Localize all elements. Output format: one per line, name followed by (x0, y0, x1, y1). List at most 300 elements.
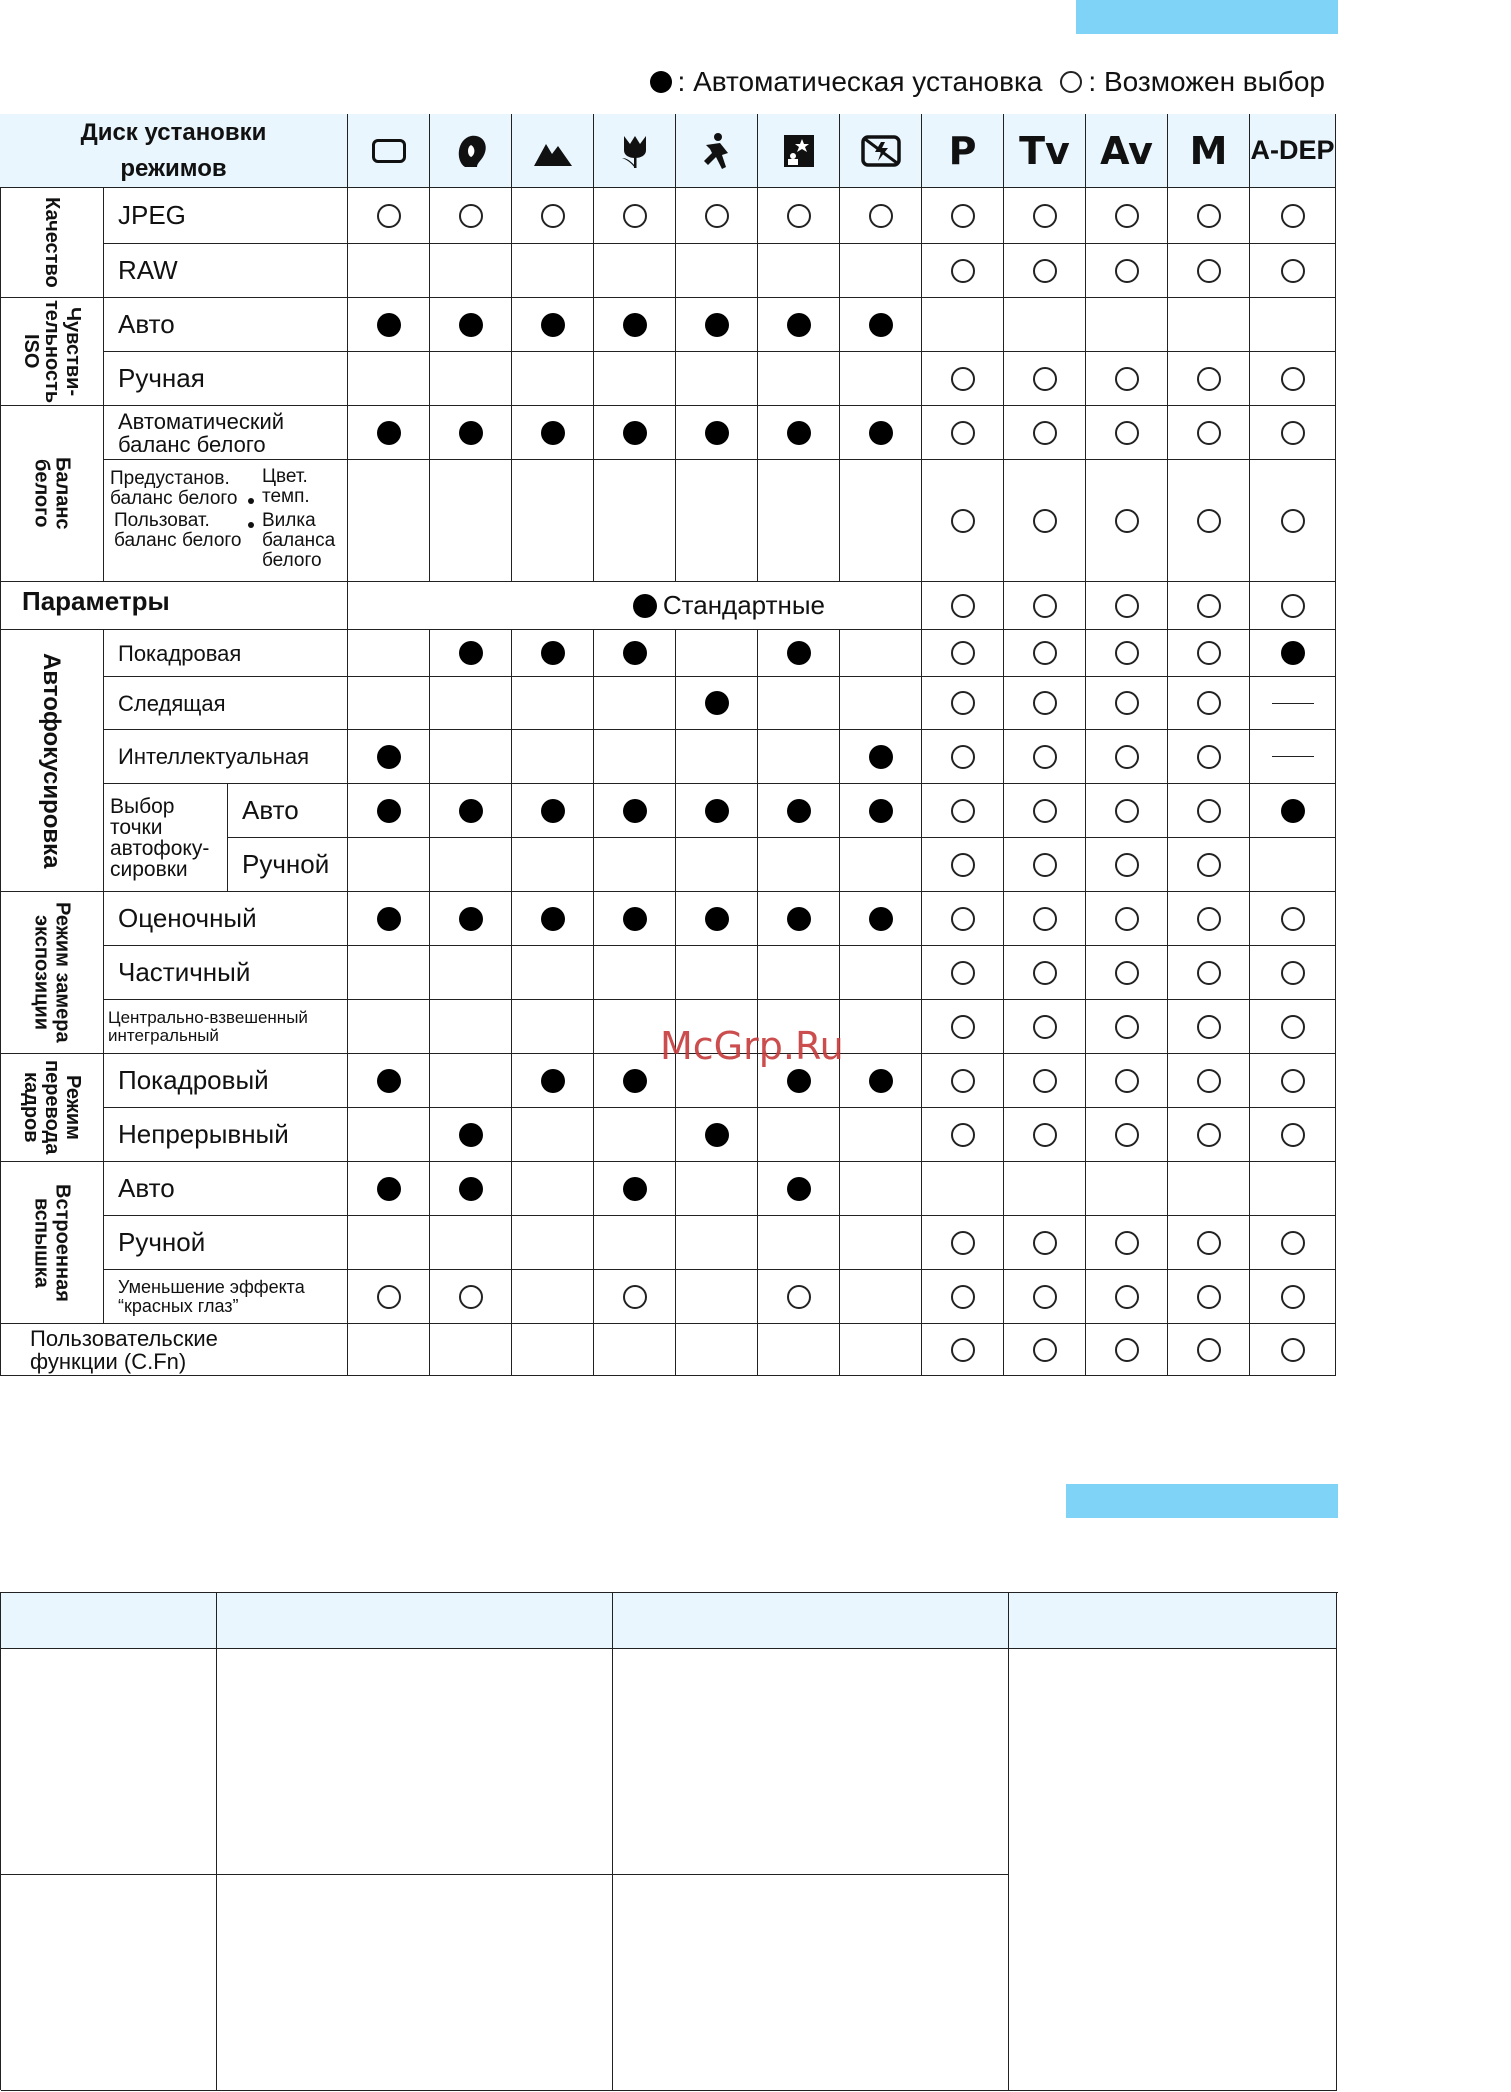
cell-drive_continuous-10 (1086, 1108, 1168, 1162)
cell-awb-4 (594, 406, 676, 460)
cell-jpeg-6 (758, 188, 840, 244)
row-cfn (0, 1324, 348, 1376)
cell-flash_auto-9 (1004, 1162, 1086, 1216)
cell-jpeg-5 (676, 188, 758, 244)
filled-dot-icon (705, 691, 729, 715)
cell-af_servo-1 (348, 677, 430, 730)
cell-drive_continuous-4 (594, 1108, 676, 1162)
cell-flash_manual-8 (922, 1216, 1004, 1270)
cell-flash_manual-9 (1004, 1216, 1086, 1270)
cell-wb_other-12 (1250, 460, 1336, 582)
cell-flash_auto-11 (1168, 1162, 1250, 1216)
row-drive-single (104, 1054, 348, 1108)
cell-af_point_auto-12 (1250, 784, 1336, 838)
hollow-dot-icon (951, 1231, 975, 1255)
cell-af_servo-2 (430, 677, 512, 730)
watermark: McGrp.Ru (660, 1024, 844, 1068)
filled-dot-icon (705, 313, 729, 337)
cell-drive_continuous-1 (348, 1108, 430, 1162)
cell-met_evaluative-3 (512, 892, 594, 946)
bullet-dot-icon (248, 522, 254, 528)
cell-af_point_manual-8 (922, 838, 1004, 892)
cell-drive_single-1 (348, 1054, 430, 1108)
cell-met_evaluative-4 (594, 892, 676, 946)
flash-off-icon (861, 134, 901, 168)
row-drive-continuous-text-1: Непрерывный (118, 1119, 289, 1149)
cell-met_partial-5 (676, 946, 758, 1000)
hollow-dot-icon (787, 1285, 811, 1309)
cell-af_ai-7 (840, 730, 922, 784)
row-af-servo (104, 677, 348, 730)
full-auto-icon (372, 139, 406, 163)
cell-drive_continuous-3 (512, 1108, 594, 1162)
cell-flash_manual-2 (430, 1216, 512, 1270)
hollow-dot-icon (1281, 1231, 1305, 1255)
cell-jpeg-2 (430, 188, 512, 244)
hollow-dot-icon (1281, 1123, 1305, 1147)
cell-af_one_shot-11 (1168, 630, 1250, 677)
cell-flash_manual-6 (758, 1216, 840, 1270)
hollow-dot-icon (951, 1285, 975, 1309)
cell-met_evaluative-12 (1250, 892, 1336, 946)
cell-af_servo-9 (1004, 677, 1086, 730)
row-af-point-auto-text-1: Авто (242, 795, 299, 825)
cell-met_partial-3 (512, 946, 594, 1000)
hollow-dot-icon (1115, 1015, 1139, 1039)
hollow-dot-icon (1197, 1015, 1221, 1039)
hollow-dot-icon (951, 594, 975, 618)
filled-dot-icon (377, 799, 401, 823)
cell-af_servo-10 (1086, 677, 1168, 730)
group-drive-label: Режим перевода кадров (20, 1060, 84, 1155)
filled-dot-icon (459, 799, 483, 823)
cell-flash_auto-2 (430, 1162, 512, 1216)
empty-cell-r3-c1 (1, 1875, 217, 2091)
portrait-icon (451, 131, 491, 171)
row-af-servo-text-1: Следящая (118, 690, 226, 716)
hollow-dot-icon (1197, 907, 1221, 931)
cell-af_ai-11 (1168, 730, 1250, 784)
cell-cfn-3 (512, 1324, 594, 1376)
cell-af_point_manual-7 (840, 838, 922, 892)
hollow-dot-icon (1033, 1285, 1057, 1309)
cell-cfn-6 (758, 1324, 840, 1376)
hollow-dot-icon (1281, 1285, 1305, 1309)
cell-af_one_shot-5 (676, 630, 758, 677)
cell-wb_other-10 (1086, 460, 1168, 582)
hollow-dot-icon (1115, 1123, 1139, 1147)
cell-af_servo-11 (1168, 677, 1250, 730)
row-af-point-manual (228, 838, 348, 892)
hollow-dot-icon (1281, 1015, 1305, 1039)
hollow-dot-icon (1281, 204, 1305, 228)
group-autofocus (0, 630, 104, 892)
row-iso-manual (104, 352, 348, 406)
cell-met_center-11 (1168, 1000, 1250, 1054)
hollow-dot-icon (1033, 961, 1057, 985)
cell-af_ai-5 (676, 730, 758, 784)
mode-header-1 (348, 114, 430, 188)
hollow-dot-icon (951, 1338, 975, 1362)
wb-temp-1: Цвет. (262, 466, 308, 487)
hollow-dot-icon (1033, 641, 1057, 665)
cell-iso_auto-12 (1250, 298, 1336, 352)
cell-af_point_auto-11 (1168, 784, 1250, 838)
cell-drive_single-8 (922, 1054, 1004, 1108)
cell-af_point_auto-5 (676, 784, 758, 838)
cell-af_ai-1 (348, 730, 430, 784)
hollow-dot-icon (1281, 421, 1305, 445)
cell-met_evaluative-8 (922, 892, 1004, 946)
empty-cell-r2-c4 (1009, 1649, 1337, 2091)
empty-cell-r1-c4 (1009, 1593, 1337, 1649)
mode-header-3 (512, 114, 594, 188)
hollow-dot-icon (1197, 594, 1221, 618)
sports-icon (698, 131, 736, 171)
cell-wb_other-2 (430, 460, 512, 582)
cell-met_center-2 (430, 1000, 512, 1054)
wb-bracket-1: Вилка (262, 510, 316, 531)
hollow-dot-icon (1281, 1069, 1305, 1093)
header-title: Диск установки режимов (80, 118, 267, 182)
filled-dot-icon (787, 1069, 811, 1093)
cell-af_servo-6 (758, 677, 840, 730)
hollow-dot-icon (1197, 259, 1221, 283)
cell-iso_auto-9 (1004, 298, 1086, 352)
filled-dot-icon (377, 421, 401, 445)
hollow-dot-icon (869, 204, 893, 228)
cell-af_point_manual-11 (1168, 838, 1250, 892)
empty-cell-r1-c3 (613, 1593, 1009, 1649)
hollow-dot-icon (1033, 204, 1057, 228)
cell-flash_redeye-6 (758, 1270, 840, 1324)
hollow-dot-icon (1115, 1338, 1139, 1362)
cell-iso_auto-6 (758, 298, 840, 352)
hollow-dot-icon (1197, 745, 1221, 769)
wb-preset-2: баланс белого (110, 488, 238, 509)
filled-dot-icon (459, 1177, 483, 1201)
cell-awb-10 (1086, 406, 1168, 460)
row-iso-manual-text-1: Ручная (118, 363, 205, 393)
empty-cell-r3-c3 (613, 1875, 1009, 2091)
mode-label-p: P (948, 128, 977, 173)
row-af-ai-text-1: Интеллектуальная (118, 744, 309, 769)
cell-met_partial-12 (1250, 946, 1336, 1000)
cell-jpeg-10 (1086, 188, 1168, 244)
filled-dot-icon (1281, 799, 1305, 823)
filled-dot-icon (623, 907, 647, 931)
cell-iso_auto-2 (430, 298, 512, 352)
cell-af_one_shot-2 (430, 630, 512, 677)
hollow-dot-icon (1115, 204, 1139, 228)
cell-af_ai-8 (922, 730, 1004, 784)
cell-iso_manual-2 (430, 352, 512, 406)
cell-flash_auto-8 (922, 1162, 1004, 1216)
wb-bracket-2: баланса (262, 530, 336, 551)
hollow-dot-icon (951, 1015, 975, 1039)
cell-awb-2 (430, 406, 512, 460)
hollow-dot-icon (459, 204, 483, 228)
cell-met_evaluative-6 (758, 892, 840, 946)
cell-drive_continuous-11 (1168, 1108, 1250, 1162)
cell-jpeg-7 (840, 188, 922, 244)
cell-met_partial-4 (594, 946, 676, 1000)
cell-drive_single-12 (1250, 1054, 1336, 1108)
row-cfn-text-2: функции (C.Fn) (30, 1348, 187, 1374)
hollow-dot-icon (459, 1285, 483, 1309)
hollow-dot-icon (1033, 691, 1057, 715)
row-flash-redeye-text-2: “красных глаз” (118, 1295, 239, 1316)
cell-cfn-2 (430, 1324, 512, 1376)
hollow-dot-icon (1281, 907, 1305, 931)
cell-af_point_auto-1 (348, 784, 430, 838)
cell-awb-11 (1168, 406, 1250, 460)
hollow-dot-icon (1197, 509, 1221, 533)
cell-met_partial-11 (1168, 946, 1250, 1000)
hollow-dot-icon (951, 509, 975, 533)
cell-flash_redeye-4 (594, 1270, 676, 1324)
cell-af_point_manual-2 (430, 838, 512, 892)
hollow-dot-icon (1197, 961, 1221, 985)
cell-af_ai-12 (1250, 730, 1336, 784)
hollow-dot-icon (951, 259, 975, 283)
cell-af_point_auto-9 (1004, 784, 1086, 838)
empty-cell-r2-c3 (613, 1649, 1009, 1875)
cell-raw-2 (430, 244, 512, 298)
cell-met_center-10 (1086, 1000, 1168, 1054)
cell-jpeg-12 (1250, 188, 1336, 244)
cell-params-10 (1086, 582, 1168, 630)
cell-af_one_shot-4 (594, 630, 676, 677)
hollow-dot-icon (1115, 907, 1139, 931)
filled-dot-icon (541, 313, 565, 337)
mode-header-11 (1168, 114, 1250, 188)
cell-af_one_shot-3 (512, 630, 594, 677)
cell-af_ai-3 (512, 730, 594, 784)
row-met-center-text-1: Центрально-взвешенный (108, 1007, 308, 1027)
filled-dot-icon (705, 799, 729, 823)
filled-dot-icon (459, 907, 483, 931)
cell-jpeg-8 (922, 188, 1004, 244)
group-flash-label: Встроенная вспышка (30, 1183, 74, 1302)
group-metering-label: Режим замера экспозиции (30, 902, 74, 1043)
cell-iso_manual-3 (512, 352, 594, 406)
row-met-evaluative (104, 892, 348, 946)
row-flash-manual-text-1: Ручной (118, 1227, 206, 1257)
cell-met_partial-1 (348, 946, 430, 1000)
filled-dot-icon (459, 421, 483, 445)
filled-dot-icon (705, 907, 729, 931)
hollow-dot-icon (1115, 367, 1139, 391)
wb-preset-1: Предустанов. (110, 468, 230, 489)
cell-iso_manual-11 (1168, 352, 1250, 406)
cell-af_one_shot-6 (758, 630, 840, 677)
cell-raw-11 (1168, 244, 1250, 298)
empty-cell-r2-c2 (217, 1649, 613, 1875)
hollow-dot-icon (1281, 1338, 1305, 1362)
cell-flash_auto-4 (594, 1162, 676, 1216)
cell-af_point_auto-10 (1086, 784, 1168, 838)
cell-af_one_shot-12 (1250, 630, 1336, 677)
row-awb-text-2: баланс белого (118, 431, 266, 457)
close-up-icon (618, 132, 652, 170)
hollow-dot-icon (1033, 907, 1057, 931)
cell-flash_redeye-2 (430, 1270, 512, 1324)
cell-cfn-1 (348, 1324, 430, 1376)
cell-wb_other-4 (594, 460, 676, 582)
cell-af_ai-9 (1004, 730, 1086, 784)
params-standard-cell (348, 582, 922, 630)
cell-jpeg-1 (348, 188, 430, 244)
cell-awb-8 (922, 406, 1004, 460)
hollow-dot-icon (1115, 961, 1139, 985)
filled-dot-icon (623, 421, 647, 445)
cell-flash_manual-5 (676, 1216, 758, 1270)
hollow-dot-icon (951, 745, 975, 769)
row-flash-redeye (104, 1270, 348, 1324)
params-standard-text: Стандартные (662, 590, 825, 620)
hollow-dot-icon (377, 1285, 401, 1309)
cell-met_partial-9 (1004, 946, 1086, 1000)
cell-awb-12 (1250, 406, 1336, 460)
landscape-icon (532, 134, 574, 168)
filled-dot-icon (705, 421, 729, 445)
cell-iso_auto-11 (1168, 298, 1250, 352)
cell-met_center-1 (348, 1000, 430, 1054)
row-params (0, 582, 348, 630)
hollow-dot-icon (951, 853, 975, 877)
cell-drive_single-11 (1168, 1054, 1250, 1108)
hollow-dot-icon (951, 691, 975, 715)
hollow-dot-icon (951, 907, 975, 931)
cell-params-8 (922, 582, 1004, 630)
section-tab-bar (1066, 1484, 1338, 1518)
hollow-dot-icon (1033, 259, 1057, 283)
filled-dot-icon (459, 313, 483, 337)
cell-drive_continuous-5 (676, 1108, 758, 1162)
filled-dot-icon (623, 641, 647, 665)
row-awb-text-1: Автоматический (118, 408, 285, 434)
hollow-dot-icon (541, 204, 565, 228)
cell-iso_auto-8 (922, 298, 1004, 352)
cell-met_evaluative-5 (676, 892, 758, 946)
cell-af_one_shot-1 (348, 630, 430, 677)
cell-iso_manual-1 (348, 352, 430, 406)
filled-dot-icon (541, 907, 565, 931)
cell-cfn-11 (1168, 1324, 1250, 1376)
cell-af_point_manual-3 (512, 838, 594, 892)
cell-raw-5 (676, 244, 758, 298)
cell-af_ai-10 (1086, 730, 1168, 784)
filled-dot-icon (869, 907, 893, 931)
hollow-dot-icon (705, 204, 729, 228)
cell-cfn-10 (1086, 1324, 1168, 1376)
cell-met_evaluative-10 (1086, 892, 1168, 946)
cell-af_point_auto-3 (512, 784, 594, 838)
legend-sep-1: : (677, 66, 686, 97)
cell-af_point_manual-10 (1086, 838, 1168, 892)
dash-icon (1272, 703, 1314, 704)
row-af-point-manual-text-1: Ручной (242, 849, 330, 879)
filled-dot-icon (541, 421, 565, 445)
cell-met_evaluative-2 (430, 892, 512, 946)
cell-cfn-9 (1004, 1324, 1086, 1376)
hollow-dot-icon (623, 1285, 647, 1309)
cell-drive_single-3 (512, 1054, 594, 1108)
cell-met_partial-6 (758, 946, 840, 1000)
cell-jpeg-3 (512, 188, 594, 244)
legend-sep-2: : (1088, 66, 1097, 97)
cell-drive_continuous-9 (1004, 1108, 1086, 1162)
af-point-text-4: сировки (110, 857, 188, 881)
af-point-text-3: автофоку- (110, 836, 210, 860)
filled-dot-icon (377, 313, 401, 337)
hollow-dot-icon (1197, 204, 1221, 228)
cell-awb-5 (676, 406, 758, 460)
hollow-dot-icon (1115, 641, 1139, 665)
cell-wb_other-5 (676, 460, 758, 582)
cell-flash_auto-6 (758, 1162, 840, 1216)
filled-dot-icon (377, 907, 401, 931)
cell-wb_other-1 (348, 460, 430, 582)
cell-iso_auto-3 (512, 298, 594, 352)
mode-header-9 (1004, 114, 1086, 188)
cell-iso_auto-4 (594, 298, 676, 352)
wb-custom-1: Пользоват. (114, 510, 210, 531)
mode-header-6 (758, 114, 840, 188)
mode-header-8 (922, 114, 1004, 188)
hollow-dot-icon (1115, 259, 1139, 283)
filled-dot-icon (459, 641, 483, 665)
hollow-dot-icon (1197, 691, 1221, 715)
row-af-ai (104, 730, 348, 784)
group-quality (0, 188, 104, 298)
cell-iso_manual-6 (758, 352, 840, 406)
hollow-dot-icon (1281, 961, 1305, 985)
cell-awb-1 (348, 406, 430, 460)
hollow-dot-icon (1197, 1069, 1221, 1093)
cell-flash_auto-3 (512, 1162, 594, 1216)
filled-dot-icon (541, 1069, 565, 1093)
cell-cfn-7 (840, 1324, 922, 1376)
hollow-dot-icon (1197, 1123, 1221, 1147)
cell-af_one_shot-10 (1086, 630, 1168, 677)
hollow-dot-icon (1197, 853, 1221, 877)
filled-dot-icon (787, 799, 811, 823)
filled-dot-icon (541, 641, 565, 665)
empty-cell-r1-c2 (217, 1593, 613, 1649)
hollow-dot-icon (1033, 1123, 1057, 1147)
hollow-dot-icon (1197, 421, 1221, 445)
cell-iso_auto-5 (676, 298, 758, 352)
cell-wb_other-9 (1004, 460, 1086, 582)
cell-drive_continuous-7 (840, 1108, 922, 1162)
filled-dot-icon (869, 799, 893, 823)
group-iso (0, 298, 104, 406)
cell-drive_single-2 (430, 1054, 512, 1108)
cell-raw-12 (1250, 244, 1336, 298)
filled-dot-icon (633, 594, 657, 618)
cell-raw-9 (1004, 244, 1086, 298)
filled-dot-icon (787, 1177, 811, 1201)
filled-dot-icon (623, 1069, 647, 1093)
cell-drive_continuous-6 (758, 1108, 840, 1162)
params-label: Параметры (22, 586, 170, 616)
cell-awb-6 (758, 406, 840, 460)
bullet-dot-icon (248, 498, 254, 504)
cell-flash_auto-1 (348, 1162, 430, 1216)
cell-met_center-8 (922, 1000, 1004, 1054)
